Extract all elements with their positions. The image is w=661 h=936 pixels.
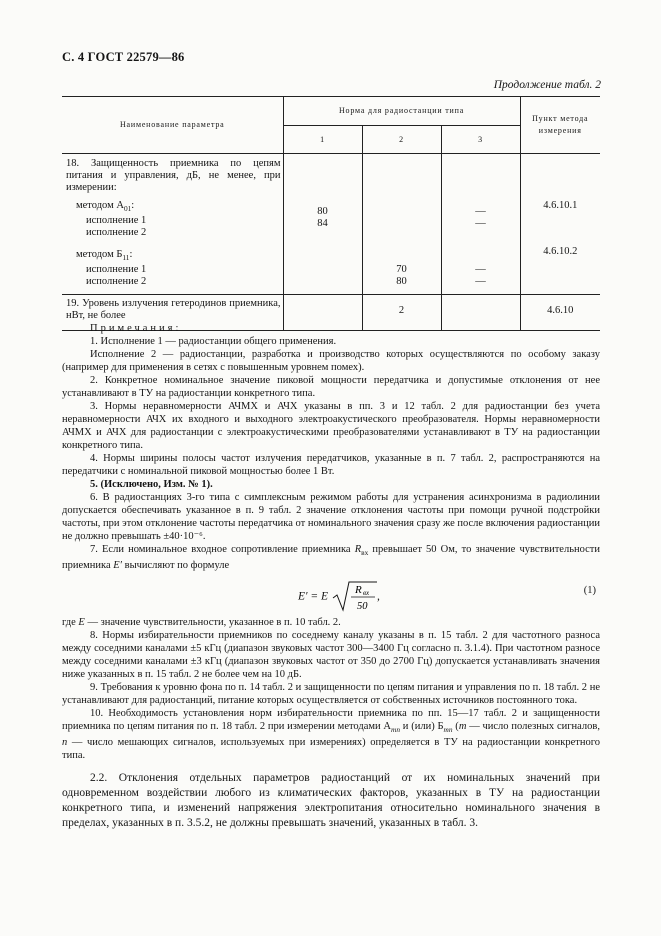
paragraph-2-2-text: 2.2. Отклонения отдельных параметров радиостанций от их номинальных значений при одновременном воздействии любого из климатических факторов, указанных в ТУ на радиостанции конкретного типа, и изменений напряжения электропитания относительно номинального значения в пределах, указанных в п. 3.5.2, не должны превышать значений, указанных в табл. 3. (62, 772, 600, 829)
page-header: С. 4 ГОСТ 22579—86 (62, 50, 185, 64)
row18-a-exec2-type1: 84 (317, 218, 328, 229)
note-1b: Исполнение 2 — радиостанции, разработка и производство которых осуществляются по особому заказу (например для применения в сетях с повышенным уровнем помех). (62, 349, 600, 373)
row19-title: 19. Уровень излучения гетеродинов приемника, нВт, не более (66, 298, 281, 322)
formula-where: где E — значение чувствительности, указанное в п. 10 табл. 2. (62, 617, 341, 629)
table-header-row (62, 97, 600, 126)
row18-b-exec1: исполнение 1 (86, 264, 147, 276)
row18-b-exec1-type3: — (475, 264, 486, 275)
note-10: 10. Необходимость установления норм избирательности приемника по пп. 15—17 табл. 2 и защищенности приемника по цепям питания по п. 18 табл. 2 при измерении методами $А_{mn}$ и (или) $Б_{mn}$ (m — число полезных сигналов, n — число мешающих сигналов, используемых при измерениях) определяется в ТУ на радиостанции конкретного типа. (62, 708, 600, 762)
note-9: 9. Требования к уровню фона по п. 14 табл. 2 и защищенности по цепям питания и управления по п. 18 табл. 2 не устанавливают для радиостанций, питание которых осуществляется от собственных источников постоянного тока. (62, 682, 600, 707)
row18-b-exec2: исполнение 2 (86, 276, 147, 288)
row18-method-b: методом $Б_{11}$: (76, 249, 133, 263)
note-7: 7. Если номинальное входное сопротивление приемника $R_{вх}$ превышает 50 Ом, то значение чувствительности приемника E′ вычисляют по формуле (62, 544, 600, 572)
col-header-type2: 2 (362, 126, 441, 154)
row18-b-method-point: 4.6.10.2 (543, 246, 578, 257)
row18-a-exec2: исполнение 2 (86, 227, 147, 239)
svg-text:R: R (354, 584, 362, 597)
col-header-param: Наименование параметра (62, 97, 283, 154)
note-6: 6. В радиостанциях 3-го типа с симплексным режимом работы для устранения асинхронизма в радиолинии допускается обеспечивать указанное в п. 9 табл. 2 значение отклонения частоты при помощи ручной подстройки частоты, при этом отклонение частоты передатчика от номинального значения сразу же после включения радиостанции не должно превышать ±40·10⁻⁶. (62, 492, 600, 542)
sqrt-icon (331, 580, 377, 614)
row18-a-exec2-type3: — (475, 218, 486, 229)
row18-a-exec1: исполнение 1 (86, 215, 147, 227)
note-2: 2. Конкретное номинальное значение пиковой мощности передатчика и допустимые отклонения от нее устанавливают в ТУ на радиостанции конкретного типа. (62, 375, 600, 399)
svg-text:вх: вх (362, 589, 370, 598)
continuation-label: Продолжение табл. 2 (493, 79, 601, 91)
formula-expression: E′ = E R вх 50 , (298, 580, 380, 614)
notes-title: Примечания: (90, 323, 182, 334)
note-8: 8. Нормы избирательности приемников по соседнему каналу указаны в п. 15 табл. 2 для частотного разноса между соседними каналами ±5 кГц (диапазон звуковых частот 300—3400 Гц согласно п. 3.1.4). При частотном разносе между соседними каналами ±3 кГц (диапазон звуковых частот от 350 до 2700 Гц) допускается устанавливать значения ниже указанных в п. 15 табл. 2 не более чем на 10 дБ. (62, 630, 600, 681)
row19-type2: 2 (362, 295, 441, 331)
col-header-type3: 3 (441, 126, 520, 154)
note-1: 1. Исполнение 1 — радиостанции общего применения. (90, 336, 337, 347)
row18-b-exec2-type3: — (475, 276, 486, 287)
row18-b-exec1-type2: 70 (396, 264, 407, 275)
col-header-type1: 1 (283, 126, 362, 154)
col-header-method: Пункт метода измерения (520, 97, 600, 154)
note-5: 5. (Исключено, Изм. № 1). (90, 479, 213, 490)
row18-a-exec1-type1: 80 (317, 206, 328, 217)
row18-method-a: методом $А_{01}$: (76, 200, 135, 214)
svg-text:50: 50 (356, 601, 368, 613)
row19-method-point: 4.6.10 (520, 295, 600, 331)
note-4: 4. Нормы ширины полосы частот излучения передатчиков, указанные в п. 7 табл. 2, распространяются на передатчики с номинальной пиковой мощностью более 1 Вт. (62, 453, 600, 477)
formula-1 (62, 572, 600, 616)
note-3: 3. Нормы неравномерности АЧМХ и АЧХ указаны в пп. 3 и 12 табл. 2 для радиостанции без учета неравномерности АЧХ их входного и выходного электроакустического преобразователя. Нормы неравномерности АЧМХ и АЧХ для радиостанции с электроакустическими преобразователями устанавливают в ТУ на радиостанции конкретного типа. (62, 401, 600, 451)
parameters-table (62, 96, 600, 331)
table-row-18 (62, 154, 600, 295)
row18-b-exec2-type2: 80 (396, 276, 407, 287)
row18-a-exec1-type3: — (475, 206, 486, 217)
paragraph-2-2 (62, 771, 600, 831)
col-header-norm: Норма для радиостанции типа (283, 97, 520, 126)
row18-title: 18. Защищенность приемника по цепям питания и управления, дБ, не менее, при измерении: (66, 158, 281, 193)
notes-section (62, 322, 600, 762)
row18-a-method-point: 4.6.10.1 (543, 200, 578, 211)
formula-number: (1) (583, 585, 596, 597)
